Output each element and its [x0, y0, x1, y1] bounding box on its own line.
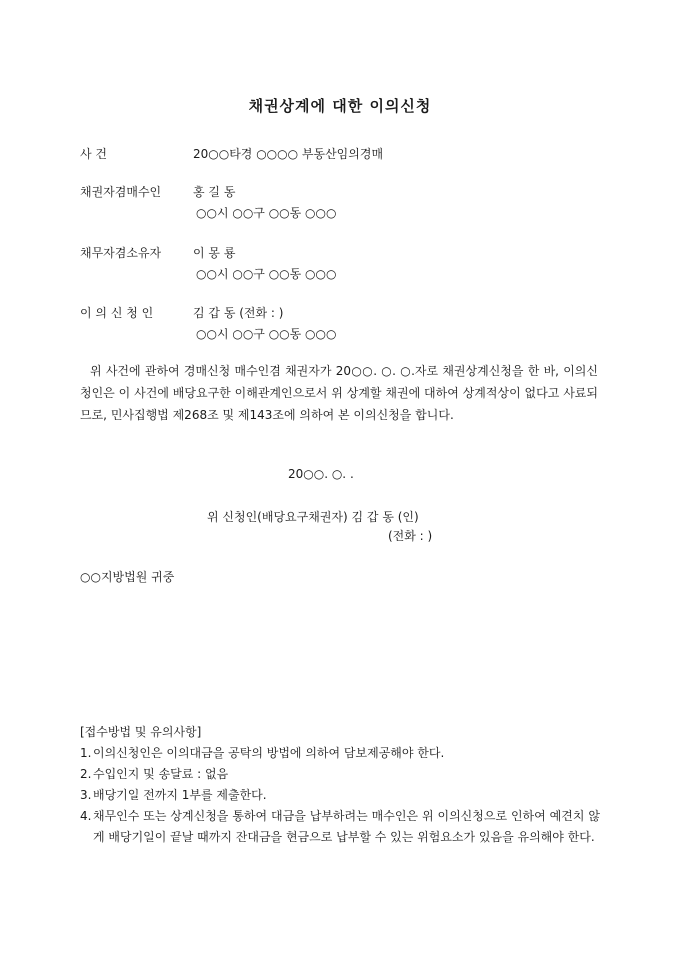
applicant-label: 이 의 신 청 인	[80, 306, 154, 320]
case-value: 20○○타경 ○○○○ 부동산임의경매	[193, 147, 384, 161]
signature-line: 위 신청인(배당요구채권자) 김 갑 동 (인)	[207, 510, 419, 524]
note-item	[80, 785, 600, 806]
note-number: 2.	[80, 767, 92, 781]
note-text: 채무인수 또는 상계신청을 통하여 대금을 납부하려는 매수인은 위 이의신청으로 인하여 예견치 않게 배당기일이 끝날 때까지 잔대금을 현금으로 납부할 수 있는 위험요소가 있음을 유의해야 한다.	[93, 809, 600, 844]
document-date: 20○○. ○. .	[288, 467, 354, 481]
notes-heading: [접수방법 및 유의사항]	[80, 725, 202, 739]
owner-name: 이 몽 룡	[193, 246, 236, 260]
owner-address: ○○시 ○○구 ○○동 ○○○	[196, 267, 337, 281]
applicant-name: 김 갑 동 (전화 : )	[193, 306, 284, 320]
buyer-address: ○○시 ○○구 ○○동 ○○○	[196, 206, 337, 220]
note-text: 배당기일 전까지 1부를 제출한다.	[93, 788, 267, 802]
buyer-label: 채권자겸매수인	[80, 185, 162, 199]
note-number: 4.	[80, 809, 92, 823]
note-text: 이의신청인은 이의대금을 공탁의 방법에 의하여 담보제공해야 한다.	[93, 746, 445, 760]
notes-section	[80, 722, 600, 848]
buyer-name: 홍 길 동	[193, 185, 236, 199]
court-addressee: ○○지방법원 귀중	[80, 570, 175, 584]
owner-label: 채무자겸소유자	[80, 246, 162, 260]
document-title: 채권상계에 대한 이의신청	[248, 97, 432, 115]
note-item	[80, 806, 600, 848]
case-label: 사 건	[80, 147, 107, 161]
note-text: 수입인지 및 송달료 : 없음	[93, 767, 229, 781]
note-number: 3.	[80, 788, 92, 802]
body-paragraph: 위 사건에 관하여 경매신청 매수인겸 채권자가 20○○. ○. ○.자로 채권상계신청을 한 바, 이의신청인은 이 사건에 배당요구한 이해관계인으로서 위 상계할 채권에 대하여 상계적상이 없다고 사료되므로, 민사집행법 제268조 및 제143조에 의하여 본 이의신청을 합니다.	[80, 364, 598, 422]
note-item	[80, 764, 600, 785]
note-number: 1.	[80, 746, 92, 760]
signature-phone: (전화 : )	[388, 529, 433, 543]
applicant-address: ○○시 ○○구 ○○동 ○○○	[196, 327, 337, 341]
note-item	[80, 743, 600, 764]
